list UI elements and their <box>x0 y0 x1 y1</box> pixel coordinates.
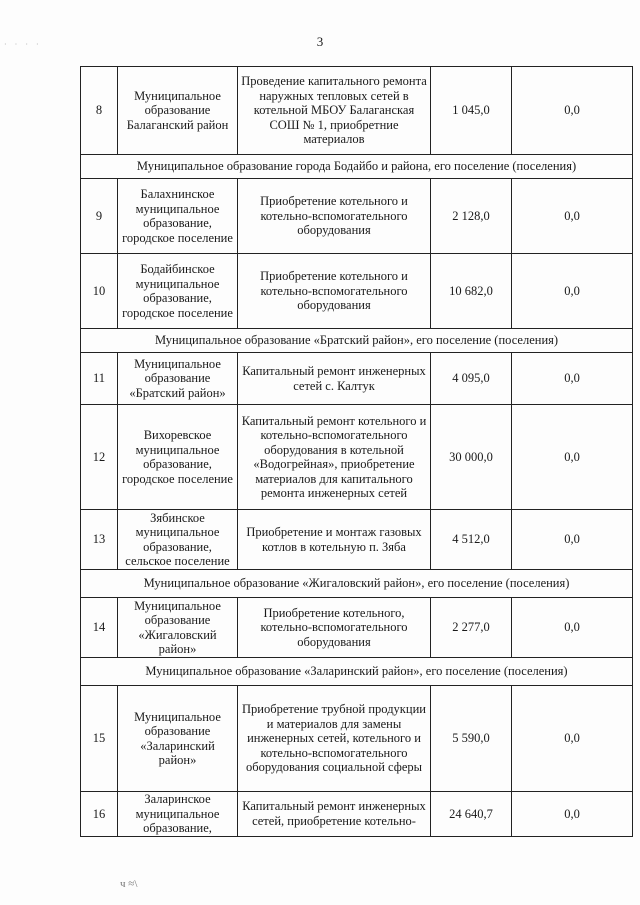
amount-secondary-cell: 0,0 <box>512 67 633 155</box>
row-number-cell: 11 <box>81 353 118 405</box>
amount-cell: 30 000,0 <box>431 405 512 510</box>
amount-secondary-cell: 0,0 <box>512 686 633 792</box>
row-number-cell: 9 <box>81 179 118 254</box>
row-number-cell: 10 <box>81 254 118 329</box>
row-number-cell: 13 <box>81 510 118 570</box>
work-description-cell: Капитальный ремонт инженерных сетей, приобретение котельно- <box>238 792 431 837</box>
work-description-cell: Приобретение котельного, котельно-вспомогательного оборудования <box>238 598 431 658</box>
table-row <box>81 686 633 792</box>
table-row <box>81 353 633 405</box>
section-header-text: Муниципальное образование «Жигаловский район», его поселение (поселения) <box>81 570 633 598</box>
section-header-row <box>81 155 633 179</box>
municipality-cell: Муниципальное образование «Братский район» <box>118 353 238 405</box>
row-number-cell: 15 <box>81 686 118 792</box>
work-description-cell: Капитальный ремонт инженерных сетей с. Калтук <box>238 353 431 405</box>
amount-cell: 4 512,0 <box>431 510 512 570</box>
amount-secondary-cell: 0,0 <box>512 353 633 405</box>
table-row <box>81 254 633 329</box>
section-header-text: Муниципальное образование города Бодайбо и района, его поселение (поселения) <box>81 155 633 179</box>
amount-cell: 1 045,0 <box>431 67 512 155</box>
amount-cell: 2 128,0 <box>431 179 512 254</box>
amount-cell: 5 590,0 <box>431 686 512 792</box>
amount-secondary-cell: 0,0 <box>512 405 633 510</box>
municipality-cell: Вихоревское муниципальное образование, городское поселение <box>118 405 238 510</box>
table-row <box>81 510 633 570</box>
section-header-text: Муниципальное образование «Заларинский район», его поселение (поселения) <box>81 658 633 686</box>
row-number-cell: 14 <box>81 598 118 658</box>
table-row <box>81 598 633 658</box>
amount-secondary-cell: 0,0 <box>512 179 633 254</box>
amount-secondary-cell: 0,0 <box>512 598 633 658</box>
work-description-cell: Приобретение котельного и котельно-вспомогательного оборудования <box>238 254 431 329</box>
amount-cell: 24 640,7 <box>431 792 512 837</box>
section-header-row <box>81 329 633 353</box>
row-number-cell: 16 <box>81 792 118 837</box>
scan-edge-marks: · · · · <box>4 40 42 49</box>
table-row <box>81 405 633 510</box>
municipality-cell: Бодайбинское муниципальное образование, городское поселение <box>118 254 238 329</box>
municipality-cell: Заларинское муниципальное образование, <box>118 792 238 837</box>
work-description-cell: Приобретение котельного и котельно-вспомогательного оборудования <box>238 179 431 254</box>
amount-cell: 2 277,0 <box>431 598 512 658</box>
handwritten-mark: ч ≈\ <box>120 878 138 890</box>
table-row <box>81 792 633 837</box>
amount-cell: 4 095,0 <box>431 353 512 405</box>
municipality-cell: Муниципальное образование Балаганский район <box>118 67 238 155</box>
work-description-cell: Проведение капитального ремонта наружных тепловых сетей в котельной МБОУ Балаганская СОШ № 1, приобретние материалов <box>238 67 431 155</box>
section-header-row <box>81 658 633 686</box>
work-description-cell: Капитальный ремонт котельного и котельно-вспомогательного оборудования в котельной «Водогрейная», приобретение материалов для капитального ремонта инженерных сетей <box>238 405 431 510</box>
work-description-cell: Приобретение трубной продукции и материалов для замены инженерных сетей, котельного и котельно-вспомогательного оборудования социальной сферы <box>238 686 431 792</box>
row-number-cell: 12 <box>81 405 118 510</box>
municipality-cell: Муниципальное образование «Жигаловский район» <box>118 598 238 658</box>
section-header-text: Муниципальное образование «Братский район», его поселение (поселения) <box>81 329 633 353</box>
amount-secondary-cell: 0,0 <box>512 254 633 329</box>
municipality-cell: Муниципальное образование «Заларинский район» <box>118 686 238 792</box>
work-description-cell: Приобретение и монтаж газовых котлов в котельную п. Зяба <box>238 510 431 570</box>
row-number-cell: 8 <box>81 67 118 155</box>
table-row <box>81 179 633 254</box>
funding-table <box>80 66 633 837</box>
page-number: 3 <box>316 34 324 49</box>
municipality-cell: Балахнинское муниципальное образование, городское поселение <box>118 179 238 254</box>
table-row <box>81 67 633 155</box>
amount-cell: 10 682,0 <box>431 254 512 329</box>
section-header-row <box>81 570 633 598</box>
amount-secondary-cell: 0,0 <box>512 792 633 837</box>
municipality-cell: Зябинское муниципальное образование, сельское поселение <box>118 510 238 570</box>
amount-secondary-cell: 0,0 <box>512 510 633 570</box>
